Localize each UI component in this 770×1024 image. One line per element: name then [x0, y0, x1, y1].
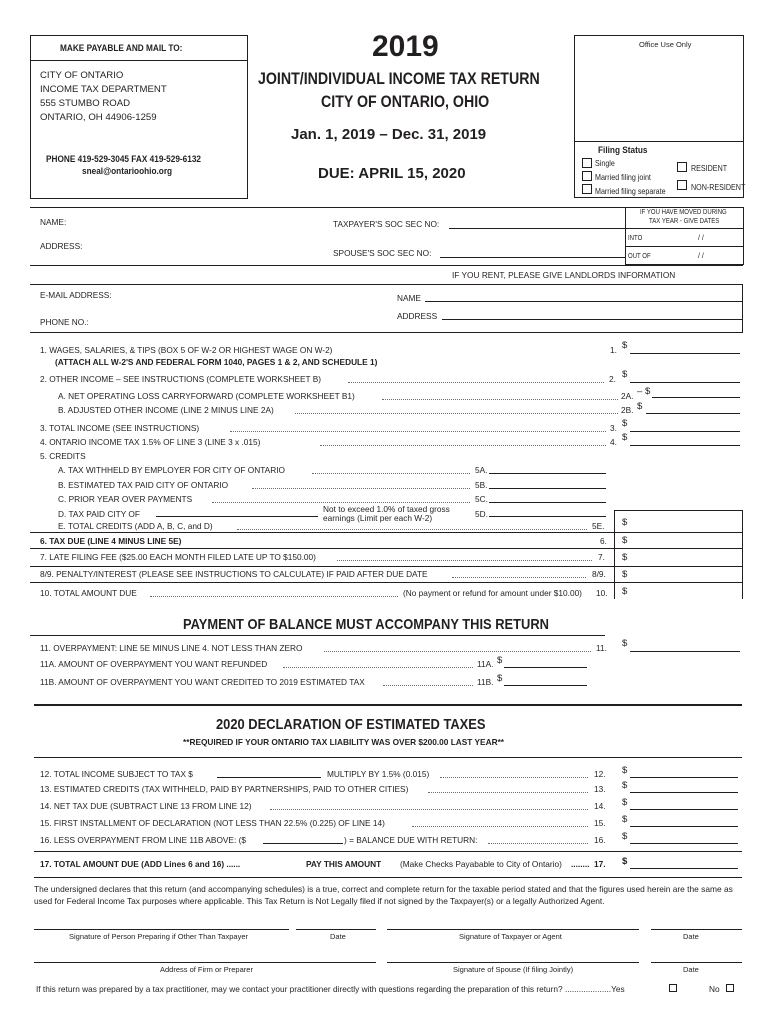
line-12-label: 12. TOTAL INCOME SUBJECT TO TAX $ [40, 769, 193, 779]
divider [30, 582, 614, 583]
line-16-input[interactable] [630, 843, 738, 844]
dollar-sign: $ [622, 517, 628, 528]
taxpayer-signature-line[interactable] [387, 929, 639, 930]
dollar-sign: $ [622, 418, 628, 429]
form-title: JOINT/INDIVIDUAL INCOME TAX RETURN [258, 70, 540, 88]
leader-dots [383, 685, 473, 686]
contact-no-label: No [709, 984, 720, 994]
dollar-sign: $ [622, 535, 628, 546]
line-12-input[interactable] [630, 777, 738, 778]
dollar-sign: $ [622, 340, 628, 351]
contact-no-checkbox[interactable] [726, 984, 734, 992]
leader-dots [440, 777, 588, 778]
preparer-date-line[interactable] [296, 929, 376, 930]
leader-dots [428, 792, 588, 793]
office-use-label: Office Use Only [639, 40, 692, 49]
phone-fax: PHONE 419-529-3045 FAX 419-529-6132 [46, 154, 202, 165]
line-4-num: 4. [610, 437, 617, 447]
divider [625, 246, 743, 247]
due-date: DUE: APRIL 15, 2020 [318, 165, 466, 182]
taxpayer-ssn-field[interactable] [449, 228, 625, 229]
leader-dots [452, 577, 586, 578]
line-5b-num: 5B. [475, 480, 488, 490]
landlord-address-field[interactable] [442, 319, 742, 320]
leader-dots [382, 399, 618, 400]
dollar-sign: $ [622, 638, 628, 649]
taxpayer-date-line[interactable] [651, 929, 742, 930]
preparer-signature-line[interactable] [34, 929, 289, 930]
line-13-label: 13. ESTIMATED CREDITS (TAX WITHHELD, PAID BY PARTNERSHIPS, PAID TO OTHER CITIES) [40, 784, 409, 794]
line-10-num: 10. [596, 588, 608, 598]
date-label: Date [683, 932, 699, 941]
mail-header: MAKE PAYABLE AND MAIL TO: [60, 43, 183, 54]
line-11-num: 11. [596, 643, 607, 653]
date-label: Date [683, 965, 699, 974]
phone-label: PHONE NO.: [40, 317, 89, 327]
section-divider [34, 704, 742, 706]
line-1-num: 1. [610, 345, 617, 355]
divider [30, 635, 605, 636]
outof-date[interactable]: / / [698, 253, 704, 260]
line-2b-label: B. ADJUSTED OTHER INCOME (LINE 2 MINUS LINE 2A) [58, 405, 274, 415]
line-2a-num: 2A. [621, 391, 634, 401]
leader-dots [320, 445, 606, 446]
landlord-name-field[interactable] [425, 301, 742, 302]
city-title: CITY OF ONTARIO, OHIO [321, 93, 490, 111]
line-5d-input[interactable] [489, 516, 606, 517]
divider [34, 851, 742, 852]
line-6-num: 6. [600, 536, 607, 546]
line-2-input[interactable] [630, 382, 740, 383]
line-17-note: (Make Checks Payabable to City of Ontario) [400, 859, 562, 869]
non-resident-checkbox[interactable] [677, 180, 687, 190]
divider [30, 332, 743, 333]
line-15-label: 15. FIRST INSTALLMENT OF DECLARATION (NOT LESS THAN 22.5% (0.225) OF LINE 14) [40, 818, 385, 828]
single-checkbox[interactable] [582, 158, 592, 168]
line-14-num: 14. [594, 801, 606, 811]
line-7-num: 7. [598, 552, 605, 562]
date-label: Date [330, 932, 346, 941]
divider [614, 582, 742, 583]
non-resident-label: NON-RESIDENT [691, 182, 746, 192]
landlord-header: IF YOU RENT, PLEASE GIVE LANDLORDS INFORMATION [452, 270, 676, 280]
line-17-input[interactable] [630, 868, 738, 869]
married-separate-label: Married filing separate [595, 186, 666, 196]
line-16-balance: ) = BALANCE DUE WITH RETURN: [344, 835, 478, 845]
dollar-sign: $ [622, 765, 628, 776]
line-11b-label: 11B. AMOUNT OF OVERPAYMENT YOU WANT CREDITED TO 2019 ESTIMATED TAX [40, 677, 365, 687]
line-14-input[interactable] [630, 809, 738, 810]
resident-label: RESIDENT [691, 163, 728, 173]
outof-label: OUT OF [628, 253, 651, 260]
into-date[interactable]: / / [698, 235, 704, 242]
married-separate-checkbox[interactable] [582, 184, 592, 194]
line-11a-num: 11A. [477, 659, 494, 669]
leader-dots [283, 667, 473, 668]
dollar-sign: $ [622, 831, 628, 842]
line-5e-num: 5E. [592, 521, 605, 531]
divider [614, 548, 742, 549]
line-2a-label: A. NET OPERATING LOSS CARRYFORWARD (COMPLETE WORKSHEET B1) [58, 391, 355, 401]
divider [30, 548, 614, 549]
name-label: NAME: [40, 217, 67, 227]
line-12-multiply: MULTIPLY BY 1.5% (0.015) [327, 769, 430, 779]
spouse-ssn-label: SPOUSE'S SOC SEC NO: [333, 248, 432, 258]
line-16-label: 16. LESS OVERPAYMENT FROM LINE 11B ABOVE: ($ [40, 835, 246, 845]
leader-dots [230, 431, 606, 432]
leader-dots [488, 843, 588, 844]
married-joint-label: Married filing joint [595, 172, 651, 182]
line-5b-input[interactable] [489, 488, 606, 489]
address-label: ADDRESS: [40, 241, 83, 251]
line-5d-city-input[interactable] [156, 516, 318, 517]
line-5d-note: Not to exceed 1.0% of taxed gross [323, 504, 450, 514]
divider [30, 265, 743, 266]
dollar-sign: $ [622, 797, 628, 808]
landlord-name-label: NAME [397, 293, 421, 303]
resident-checkbox[interactable] [677, 162, 687, 172]
taxpayer-ssn-label: TAXPAYER'S SOC SEC NO: [333, 219, 440, 229]
single-label: Single [595, 158, 615, 168]
line-2b-num: 2B. [621, 405, 634, 415]
dollar-sign: $ [637, 401, 643, 412]
dollar-sign: $ [622, 586, 628, 597]
divider [574, 141, 743, 142]
line-5e-label: E. TOTAL CREDITS (ADD A, B, C, and D) [58, 521, 213, 531]
leader-dots [348, 382, 604, 383]
divider [30, 566, 614, 567]
spouse-date-line[interactable] [651, 962, 742, 963]
leader-dots [237, 529, 587, 530]
divider [30, 207, 628, 208]
line-4-input[interactable] [630, 445, 740, 446]
dollar-sign: $ [622, 552, 628, 563]
line-1-label: 1. WAGES, SALARIES, & TIPS (BOX 5 OF W-2 OR HIGHEST WAGE ON W-2) [40, 345, 333, 355]
line-5c-label: C. PRIOR YEAR OVER PAYMENTS [58, 494, 193, 504]
line-17-dots: ........ [571, 859, 590, 869]
line-17-label: 17. TOTAL AMOUNT DUE (ADD Lines 6 and 16) ...... [40, 859, 241, 869]
mail-line: CITY OF ONTARIO [40, 70, 124, 81]
line-2-label: 2. OTHER INCOME – SEE INSTRUCTIONS (COMPLETE WORKSHEET B) [40, 374, 322, 384]
amount-column [614, 510, 743, 599]
divider [742, 284, 743, 332]
minus-dollar: – $ [637, 386, 651, 397]
line-1-note: (ATTACH ALL W-2'S AND FEDERAL FORM 1040, PAGES 1 & 2, AND SCHEDULE 1) [55, 357, 378, 367]
dollar-sign: $ [622, 432, 628, 443]
leader-dots [324, 651, 591, 652]
tax-period: Jan. 1, 2019 – Dec. 31, 2019 [291, 126, 487, 143]
line-12-num: 12. [594, 769, 606, 779]
line-5c-num: 5C. [475, 494, 488, 504]
line-14-label: 14. NET TAX DUE (SUBTRACT LINE 13 FROM LINE 12) [40, 801, 252, 811]
line-5a-input[interactable] [489, 473, 606, 474]
line-6-label: 6. TAX DUE (LINE 4 MINUS LINE 5E) [40, 536, 182, 546]
line-11a-label: 11A. AMOUNT OF OVERPAYMENT YOU WANT REFUNDED [40, 659, 268, 669]
mail-line: INCOME TAX DEPARTMENT [40, 84, 167, 95]
leader-dots [412, 826, 588, 827]
contact-email: sneal@ontarioohio.org [82, 166, 173, 177]
firm-address-label: Address of Firm or Preparer [160, 965, 253, 974]
line-7-label: 7. LATE FILING FEE ($25.00 EACH MONTH FILED LATE UP TO $150.00) [40, 552, 316, 562]
line-2b-input[interactable] [646, 413, 740, 414]
dollar-sign: $ [622, 569, 628, 580]
spouse-signature-label: Signature of Spouse (If filing Jointly) [453, 965, 574, 974]
declaration-text: The undersigned declares that this return (and accompanying schedules) is a true, correct and complete return for the taxable period stated and that the figures used herein are the same as used for Federal Income Tax purposes where applicable. This Tax Return is Not Legally filed if not signed by the Taxpayer(s) or a legally Authorized Agent. [34, 884, 733, 906]
line-15-num: 15. [594, 818, 606, 828]
line-3-label: 3. TOTAL INCOME (SEE INSTRUCTIONS) [40, 423, 200, 433]
taxpayer-signature-label: Signature of Taxpayer or Agent [459, 932, 562, 941]
line-89-num: 8/9. [592, 569, 606, 579]
line-11a-input[interactable] [504, 667, 587, 668]
dollar-sign: $ [622, 856, 628, 867]
firm-address-line[interactable] [34, 962, 376, 963]
landlord-address-label: ADDRESS [397, 311, 438, 321]
dollar-sign: $ [622, 369, 628, 380]
divider [625, 228, 743, 229]
line-16-overpay-input[interactable] [263, 843, 343, 844]
line-11b-num: 11B. [477, 677, 494, 687]
line-3-num: 3. [610, 423, 617, 433]
divider [30, 532, 614, 533]
line-5-label: 5. CREDITS [40, 451, 86, 461]
filing-status-title: Filing Status [598, 145, 648, 156]
line-11b-input[interactable] [504, 685, 587, 686]
spouse-ssn-field[interactable] [440, 257, 625, 258]
line-10-label: 10. TOTAL AMOUNT DUE [40, 588, 137, 598]
moved-label: TAX YEAR - GIVE DATES [649, 218, 720, 225]
mail-line: ONTARIO, OH 44906-1259 [40, 112, 157, 123]
line-5c-input[interactable] [489, 502, 606, 503]
line-1-input[interactable] [630, 353, 740, 354]
leader-dots [252, 488, 470, 489]
leader-dots [270, 809, 588, 810]
line-15-input[interactable] [630, 826, 738, 827]
line-10-note: (No payment or refund for amount under $10.00) [403, 588, 582, 598]
tax-year: 2019 [372, 30, 439, 63]
leader-dots [337, 560, 592, 561]
payment-header: PAYMENT OF BALANCE MUST ACCOMPANY THIS RETURN [183, 616, 549, 633]
line-5a-label: A. TAX WITHHELD BY EMPLOYER FOR CITY OF ONTARIO [58, 465, 285, 475]
divider [614, 532, 742, 533]
leader-dots [212, 502, 470, 503]
leader-dots [312, 473, 470, 474]
line-4-label: 4. ONTARIO INCOME TAX 1.5% OF LINE 3 (LINE 3 x .015) [40, 437, 261, 447]
pay-this-amount: PAY THIS AMOUNT [306, 859, 382, 869]
mail-line: 555 STUMBO ROAD [40, 98, 131, 109]
divider [34, 877, 742, 878]
line-13-num: 13. [594, 784, 606, 794]
moved-label: IF YOU HAVE MOVED DURING [640, 209, 727, 216]
dollar-sign: $ [622, 780, 628, 791]
dollar-sign: $ [497, 655, 503, 666]
line-5a-num: 5A. [475, 465, 488, 475]
line-2-num: 2. [609, 374, 616, 384]
contact-question: If this return was prepared by a tax practitioner, may we contact your practitioner directly with questions regarding the preparation of this return? ....................Yes [36, 984, 625, 994]
line-11-input[interactable] [630, 651, 740, 652]
divider [30, 60, 247, 61]
estimated-subheader: **REQUIRED IF YOUR ONTARIO TAX LIABILITY WAS OVER $200.00 LAST YEAR** [183, 737, 505, 747]
line-5b-label: B. ESTIMATED TAX PAID CITY OF ONTARIO [58, 480, 229, 490]
line-17-num: 17. [594, 859, 606, 869]
line-12-income-input[interactable] [217, 777, 321, 778]
leader-dots [150, 596, 398, 597]
line-89-label: 8/9. PENALTY/INTEREST (PLEASE SEE INSTRUCTIONS TO CALCULATE) IF PAID AFTER DUE DATE [40, 569, 428, 579]
estimated-header: 2020 DECLARATION OF ESTIMATED TAXES [216, 716, 486, 733]
preparer-signature-label: Signature of Person Preparing if Other Than Taxpayer [69, 932, 248, 941]
into-label: INTO [628, 235, 643, 242]
line-2a-input[interactable] [652, 397, 740, 398]
divider [614, 566, 742, 567]
line-11-label: 11. OVERPAYMENT: LINE 5E MINUS LINE 4. NOT LESS THAN ZERO [40, 643, 303, 653]
divider [34, 757, 742, 758]
line-5d-label: D. TAX PAID CITY OF [58, 509, 140, 519]
contact-yes-checkbox[interactable] [669, 984, 677, 992]
dollar-sign: $ [622, 814, 628, 825]
line-5d-num: 5D. [475, 509, 488, 519]
line-5d-note: earnings (Limit per each W-2) [323, 513, 433, 523]
dollar-sign: $ [497, 673, 503, 684]
line-3-input[interactable] [630, 431, 740, 432]
email-label: E-MAIL ADDRESS: [40, 290, 112, 300]
married-joint-checkbox[interactable] [582, 171, 592, 181]
line-16-num: 16. [594, 835, 606, 845]
line-13-input[interactable] [630, 792, 738, 793]
spouse-signature-line[interactable] [387, 962, 639, 963]
leader-dots [295, 413, 618, 414]
divider [30, 284, 743, 285]
